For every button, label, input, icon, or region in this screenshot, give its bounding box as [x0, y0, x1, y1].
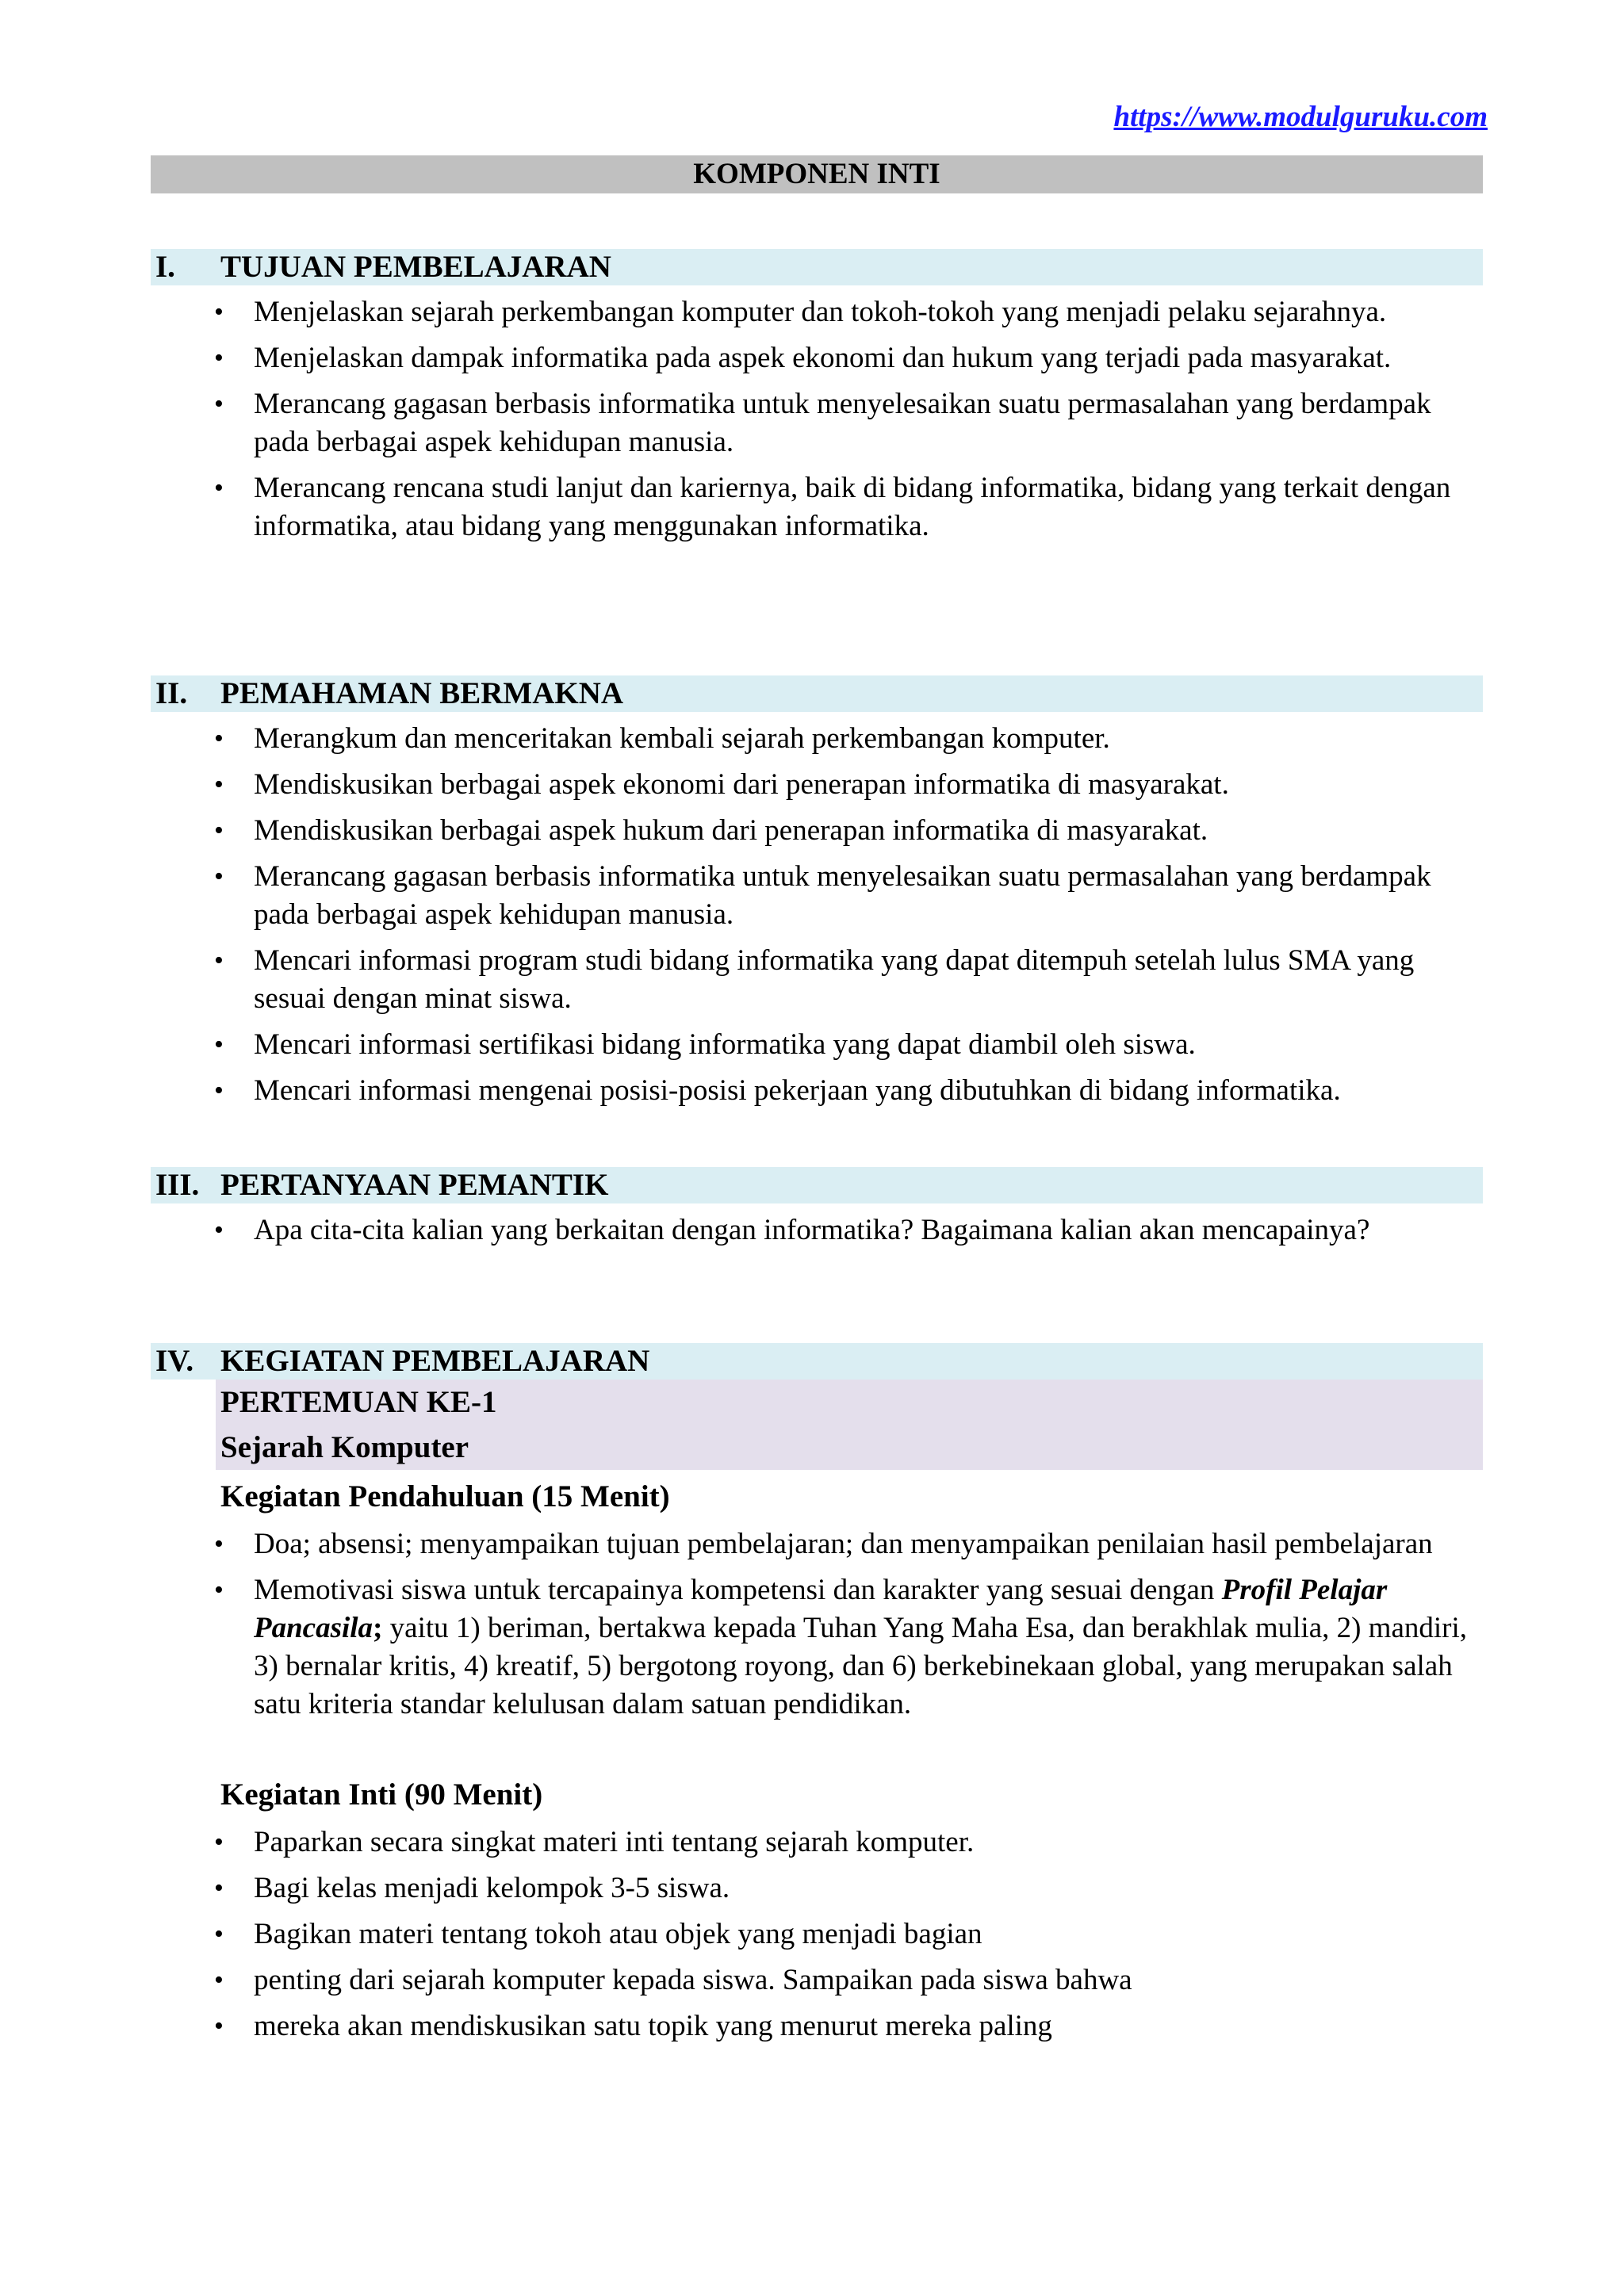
pendahuluan-heading: Kegiatan Pendahuluan (15 Menit): [220, 1479, 670, 1513]
list-item: • penting dari sejarah komputer kepada siswa. Sampaikan pada siswa bahwa: [151, 1961, 1483, 1999]
section-title: PEMAHAMAN BERMAKNA: [220, 676, 624, 710]
section-title: PERTANYAAN PEMANTIK: [220, 1168, 609, 1202]
item-text: yaitu 1) beriman, bertakwa kepada Tuhan Yang Maha Esa, dan berakhlak mulia, 2) mandiri, 3) bernalar kritis, 4) kreatif, 5) bergotong royong, dan 6) berkebinekaan global, yang merupakan salah satu kriteria standar kelulusan dalam satuan pendidikan.: [254, 1612, 1468, 1720]
list-item: • Mendiskusikan berbagai aspek ekonomi dari penerapan informatika di masyarakat.: [151, 766, 1483, 804]
list-item: • Mencari informasi sertifikasi bidang informatika yang dapat diambil oleh siswa.: [151, 1026, 1483, 1064]
website-link[interactable]: https://www.modulguruku.com: [1113, 101, 1488, 133]
section-kegiatan: [151, 1343, 1483, 2045]
list-item: • Mendiskusikan berbagai aspek hukum dari penerapan informatika di masyarakat.: [151, 812, 1483, 850]
list-item: [151, 1571, 1483, 1724]
list-item: • Merancang gagasan berbasis informatika untuk menyelesaikan suatu permasalahan yang berdampak pada berbagai aspek kehidupan manusia.: [151, 858, 1483, 934]
section-heading: [151, 1343, 1483, 1380]
list-item: • Mencari informasi program studi bidang informatika yang dapat ditempuh setelah lulus SMA yang sesuai dengan minat siswa.: [151, 942, 1483, 1018]
list-item: • Paparkan secara singkat materi inti tentang sejarah komputer.: [151, 1823, 1483, 1862]
list-item: • Menjelaskan dampak informatika pada aspek ekonomi dan hukum yang terjadi pada masyarakat.: [151, 339, 1483, 377]
section-number: I.: [155, 250, 175, 284]
section-title: TUJUAN PEMBELAJARAN: [220, 250, 611, 284]
section-pemahaman: [151, 675, 1483, 1110]
semicolon: ;: [373, 1612, 383, 1644]
section-heading: [151, 249, 1483, 285]
section-number: III.: [155, 1168, 200, 1202]
list-item: • mereka akan mendiskusikan satu topik yang menurut mereka paling: [151, 2007, 1483, 2045]
profil-pelajar-pancasila: Profil Pelajar Pancasila: [254, 1574, 1388, 1644]
inti-heading: Kegiatan Inti (90 Menit): [220, 1777, 543, 1812]
meeting-label: PERTEMUAN KE-1: [216, 1380, 1483, 1425]
list-item: • Bagikan materi tentang tokoh atau objek yang menjadi bagian: [151, 1915, 1483, 1954]
item-text: Memotivasi siswa untuk tercapainya kompetensi dan karakter yang sesuai dengan: [254, 1574, 1222, 1606]
list-item: • Merancang rencana studi lanjut dan kariernya, baik di bidang informatika, bidang yang terkait dengan informatika, atau bidang yang menggunakan informatika.: [151, 469, 1483, 545]
topic-label: Sejarah Komputer: [216, 1425, 1483, 1470]
section-heading: [151, 675, 1483, 712]
list-item: • Menjelaskan sejarah perkembangan komputer dan tokoh-tokoh yang menjadi pelaku sejarahnya.: [151, 293, 1483, 331]
list-item: • Merangkum dan menceritakan kembali sejarah perkembangan komputer.: [151, 720, 1483, 758]
list-item: • Mencari informasi mengenai posisi-posisi pekerjaan yang dibutuhkan di bidang informatika.: [151, 1072, 1483, 1110]
list-item: • Apa cita-cita kalian yang berkaitan dengan informatika? Bagaimana kalian akan mencapainya?: [151, 1211, 1483, 1249]
page-title: KOMPONEN INTI: [151, 155, 1483, 193]
section-pemantik: [151, 1167, 1483, 1249]
list-item: • Merancang gagasan berbasis informatika untuk menyelesaikan suatu permasalahan yang berdampak pada berbagai aspek kehidupan manusia.: [151, 385, 1483, 461]
section-number: II.: [155, 676, 188, 710]
list-item: • Doa; absensi; menyampaikan tujuan pembelajaran; dan menyampaikan penilaian hasil pembelajaran: [151, 1525, 1483, 1563]
section-heading: [151, 1167, 1483, 1203]
section-tujuan: [151, 249, 1483, 545]
section-number: IV.: [155, 1344, 194, 1378]
list-item: • Bagi kelas menjadi kelompok 3-5 siswa.: [151, 1869, 1483, 1908]
section-title: KEGIATAN PEMBELAJARAN: [220, 1344, 650, 1378]
